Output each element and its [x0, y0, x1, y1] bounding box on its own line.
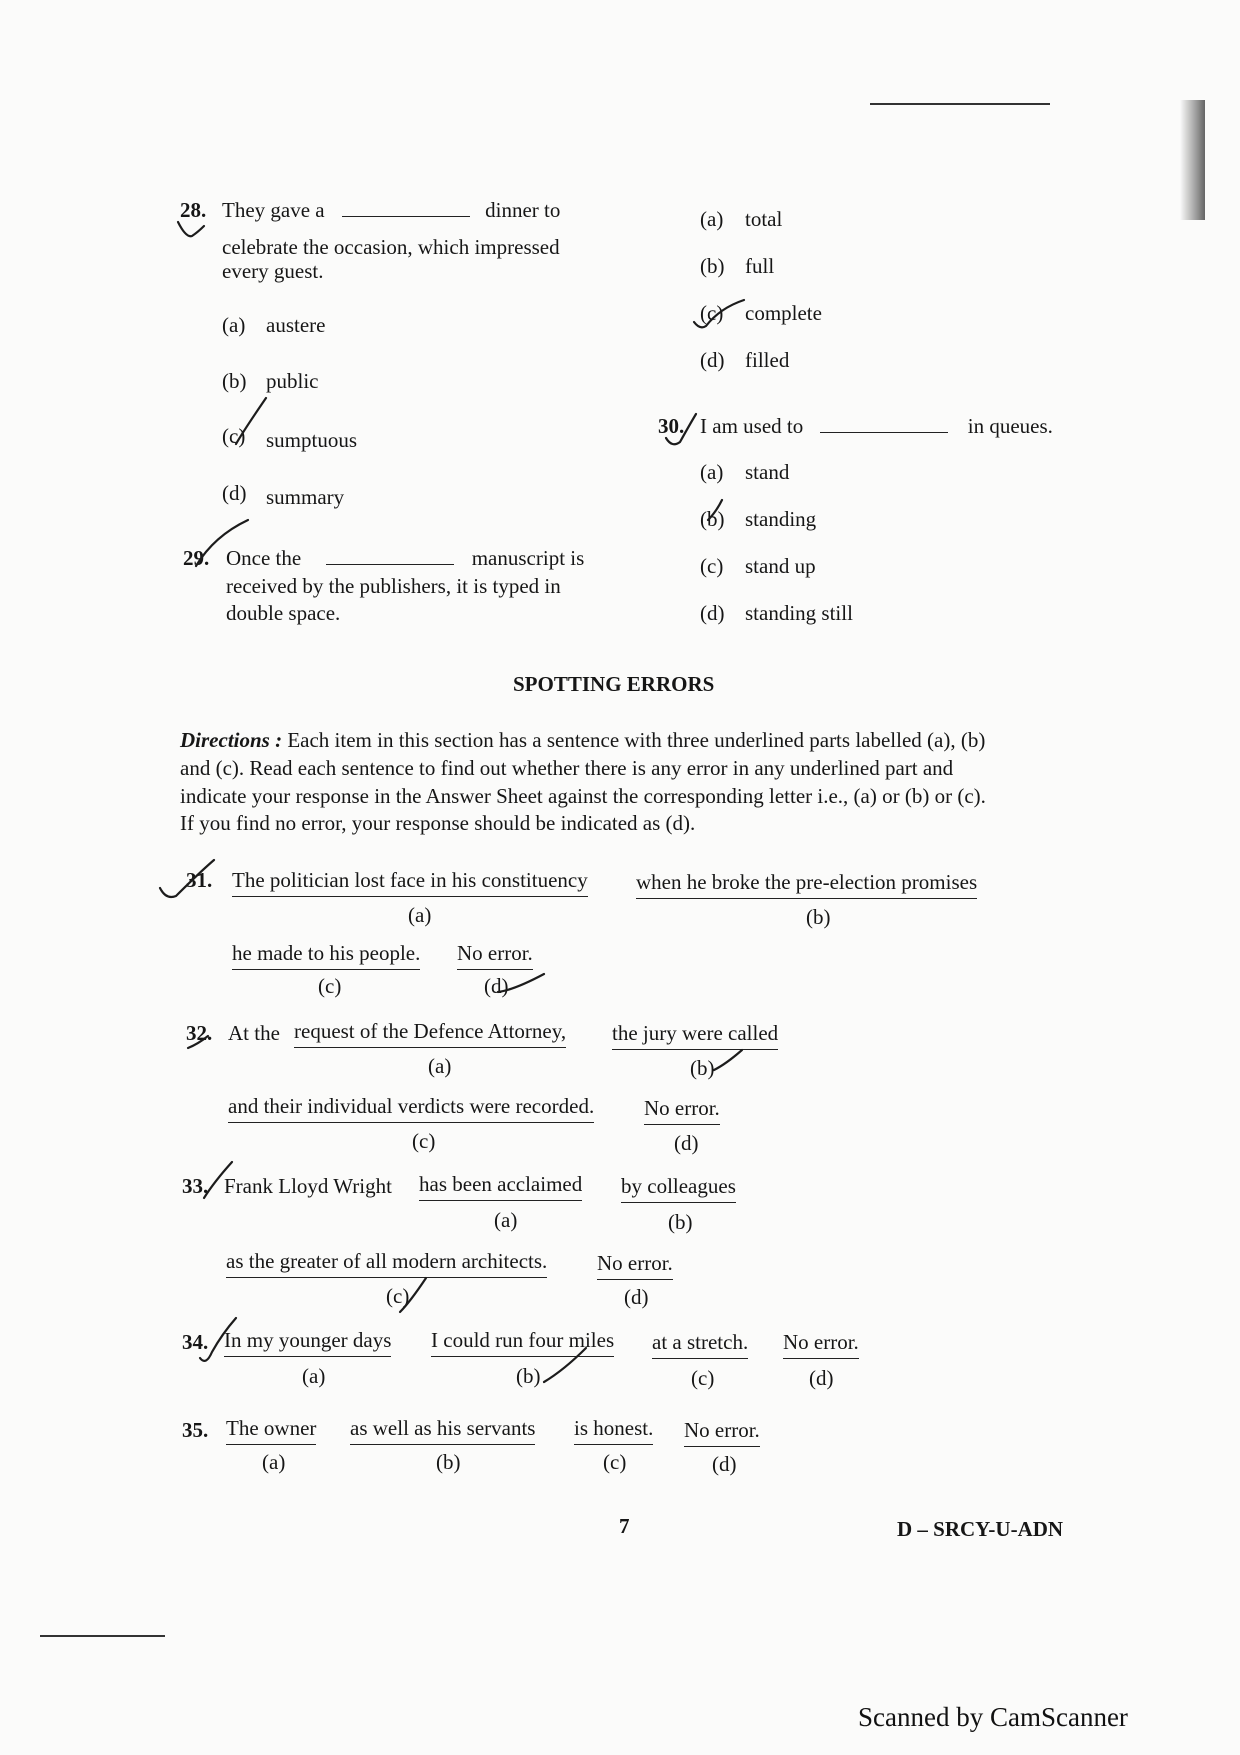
- option-text: public: [266, 369, 319, 393]
- question-number: 34.: [182, 1330, 209, 1354]
- part-c: he made to his people.: [232, 941, 420, 970]
- section-title: SPOTTING ERRORS: [513, 672, 715, 696]
- scan-edge-left: [40, 1635, 165, 1637]
- label-d: (d): [624, 1285, 649, 1309]
- blank-line: [342, 198, 470, 217]
- scan-edge-top: [870, 103, 1050, 105]
- part-d: No error.: [644, 1096, 720, 1125]
- part-a: request of the Defence Attorney,: [294, 1019, 566, 1048]
- label-a: (a): [408, 903, 432, 927]
- question-text: I am used to in queues.: [700, 414, 1053, 438]
- question-number: 29.: [183, 546, 210, 570]
- option-text: austere: [266, 313, 326, 337]
- option-text: stand up: [745, 554, 816, 578]
- blank-line: [820, 414, 948, 433]
- option-letter: (d): [222, 481, 247, 505]
- label-b: (b): [690, 1056, 715, 1080]
- label-b: (b): [806, 905, 831, 929]
- question-number: 28.: [180, 198, 207, 222]
- scan-shadow-right: [1180, 100, 1205, 220]
- question-number: 33.: [182, 1174, 209, 1198]
- label-a: (a): [428, 1054, 452, 1078]
- option-text: standing still: [745, 601, 853, 625]
- tick-mark-q28: [178, 222, 204, 236]
- part-b: by colleagues: [621, 1174, 736, 1203]
- question-text: celebrate the occasion, which impressed: [222, 235, 560, 259]
- blank-line: [326, 546, 454, 565]
- label-b: (b): [516, 1364, 541, 1388]
- option-letter: (c): [700, 301, 724, 325]
- option-letter: (a): [222, 313, 246, 337]
- part-c: and their individual verdicts were recorded.: [228, 1094, 594, 1123]
- option-text: full: [745, 254, 775, 278]
- part-b: I could run four miles: [431, 1328, 614, 1357]
- question-text: They gave a dinner to: [222, 198, 561, 222]
- label-a: (a): [302, 1364, 326, 1388]
- scanner-watermark: Scanned by CamScanner: [858, 1702, 1128, 1732]
- part-d: No error.: [597, 1251, 673, 1280]
- part-b: the jury were called: [612, 1021, 778, 1050]
- option-text: stand: [745, 460, 790, 484]
- label-b: (b): [436, 1450, 461, 1474]
- part-a: The politician lost face in his constituency: [232, 868, 588, 897]
- question-text: every guest.: [222, 259, 324, 283]
- label-d: (d): [809, 1366, 834, 1390]
- option-letter: (b): [700, 507, 725, 531]
- option-letter: (c): [222, 424, 246, 448]
- question-number: 30.: [658, 414, 685, 438]
- directions-label: Directions :: [180, 728, 283, 752]
- question-text: received by the publishers, it is typed in: [226, 574, 561, 598]
- directions-line: indicate your response in the Answer Sheet against the corresponding letter i.e., (a) or (b) or (c).: [180, 784, 986, 808]
- question-lead: At the: [228, 1021, 280, 1045]
- question-text: double space.: [226, 601, 341, 625]
- part-c: as the greater of all modern architects.: [226, 1249, 547, 1278]
- option-text: filled: [745, 348, 790, 372]
- part-a: The owner: [226, 1416, 316, 1445]
- option-letter: (a): [700, 207, 724, 231]
- option-letter: (d): [700, 601, 725, 625]
- label-d: (d): [674, 1131, 699, 1155]
- part-c: is honest.: [574, 1416, 653, 1445]
- option-letter: (d): [700, 348, 725, 372]
- part-a: has been acclaimed: [419, 1172, 582, 1201]
- label-c: (c): [318, 974, 342, 998]
- directions-line: Directions : Each item in this section has a sentence with three underlined parts labelled (a), (b): [180, 728, 986, 752]
- option-letter: (b): [700, 254, 725, 278]
- page-number: 7: [619, 1514, 630, 1538]
- question-number: 35.: [182, 1418, 209, 1442]
- option-text: total: [745, 207, 783, 231]
- paper-code: D – SRCY-U-ADN: [897, 1517, 1064, 1541]
- part-d: No error.: [457, 941, 533, 970]
- label-a: (a): [262, 1450, 286, 1474]
- part-a: In my younger days: [224, 1328, 391, 1357]
- option-text: sumptuous: [266, 428, 358, 452]
- part-b: as well as his servants: [350, 1416, 535, 1445]
- part-d: No error.: [684, 1418, 760, 1447]
- option-letter: (a): [700, 460, 724, 484]
- question-lead: Frank Lloyd Wright: [224, 1174, 392, 1198]
- option-letter: (c): [700, 554, 724, 578]
- option-text: standing: [745, 507, 817, 531]
- part-c: at a stretch.: [652, 1330, 748, 1359]
- tick-mark-q32-b: [714, 1050, 742, 1070]
- directions-line: and (c). Read each sentence to find out whether there is any error in any underlined part and: [180, 756, 954, 780]
- label-c: (c): [412, 1129, 436, 1153]
- label-b: (b): [668, 1210, 693, 1234]
- label-d: (d): [712, 1452, 737, 1476]
- directions-line: If you find no error, your response should be indicated as (d).: [180, 811, 696, 835]
- option-text: complete: [745, 301, 822, 325]
- label-a: (a): [494, 1208, 518, 1232]
- label-d: (d): [484, 974, 509, 998]
- option-letter: (b): [222, 369, 247, 393]
- part-b: when he broke the pre-election promises: [636, 870, 977, 899]
- label-c: (c): [386, 1284, 410, 1308]
- question-number: 32.: [186, 1021, 213, 1045]
- question-number: 31.: [186, 868, 213, 892]
- option-text: summary: [266, 485, 345, 509]
- question-text: Once the manuscript is: [226, 546, 585, 570]
- label-c: (c): [603, 1450, 627, 1474]
- part-d: No error.: [783, 1330, 859, 1359]
- label-c: (c): [691, 1366, 715, 1390]
